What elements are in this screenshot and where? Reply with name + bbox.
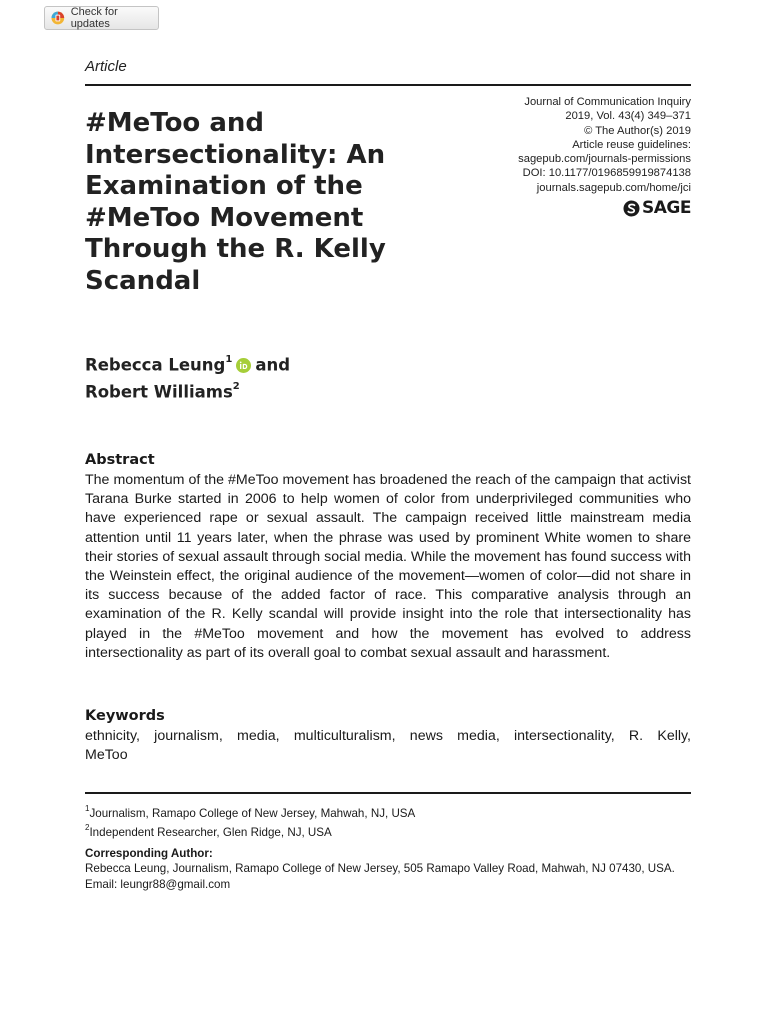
title-line: #MeToo Movement bbox=[85, 202, 364, 233]
author-line-2 bbox=[85, 377, 290, 404]
affiliation-mark: 2 bbox=[85, 823, 90, 833]
crossmark-icon bbox=[51, 11, 65, 25]
affiliation-2 bbox=[85, 821, 691, 840]
reuse-guidelines-link[interactable]: sagepub.com/journals-permissions bbox=[518, 153, 691, 166]
keywords-heading: Keywords bbox=[85, 708, 165, 724]
journal-homepage-link[interactable]: journals.sagepub.com/home/jci bbox=[536, 181, 691, 194]
header-divider bbox=[85, 84, 691, 86]
affiliation-text: Journalism, Ramapo College of New Jersey, Mahwah, NJ, USA bbox=[89, 806, 416, 820]
keywords-list: ethnicity, journalism, media, multiculturalism, news media, intersectionality, R. Kelly, MeToo bbox=[85, 728, 691, 764]
sage-logo bbox=[623, 198, 691, 218]
journal-info bbox=[451, 95, 691, 195]
title-line: Intersectionality: An bbox=[85, 139, 386, 170]
journal-name: Journal of Communication Inquiry bbox=[524, 96, 691, 108]
corresponding-author-heading: Corresponding Author: bbox=[85, 847, 213, 861]
author-affiliation-mark: 1 bbox=[225, 354, 233, 365]
check-for-updates-button[interactable] bbox=[44, 6, 159, 30]
sage-s-mark-icon bbox=[623, 200, 640, 217]
corresponding-author-email[interactable]: Email: leungr88@gmail.com bbox=[85, 877, 231, 891]
author-name: Rebecca Leung bbox=[85, 355, 226, 375]
abstract-body: The momentum of the #MeToo movement has broadened the reach of the campaign that activist Tarana Burke started in 2006 to help women of color from underprivileged communities who have experienced rape or sexual assault. The campaign received little mainstream media attention until 11 years later, when the phrase was used by prominent White women to share their stories of sexual assault through social media. While the movement has found success with the Weinstein effect, the original audience of the movement—women of color—did not share in its success because of the added factor of race. This comparative analysis through an examination of the R. Kelly scandal will provide insight into the role that intersectionality has played in the #MeToo movement and how the movement has evolved to address intersectionality as part of its overall goal to combat sexual assault and harassment. bbox=[85, 472, 691, 661]
doi-link[interactable]: DOI: 10.1177/0196859919874138 bbox=[522, 167, 691, 180]
article-type-label: Article bbox=[85, 58, 127, 75]
reuse-guidelines-label: Article reuse guidelines: bbox=[572, 138, 691, 151]
author-affiliation-mark: 2 bbox=[232, 380, 240, 392]
journal-volume: 2019, Vol. 43(4) 349–371 bbox=[565, 110, 691, 123]
affiliation-mark: 1 bbox=[85, 804, 90, 813]
title-line: Scandal bbox=[85, 265, 201, 296]
footnotes bbox=[85, 802, 691, 892]
article-title bbox=[85, 108, 435, 297]
footnote-divider bbox=[85, 792, 691, 794]
journal-copyright: © The Author(s) 2019 bbox=[584, 124, 691, 137]
title-line: Through the R. Kelly bbox=[85, 234, 386, 264]
affiliation-text: Independent Researcher, Glen Ridge, NJ, USA bbox=[89, 825, 332, 839]
check-for-updates-label: Check for updates bbox=[70, 6, 118, 30]
affiliation-1 bbox=[85, 802, 691, 821]
abstract-heading: Abstract bbox=[85, 452, 155, 468]
author-list bbox=[85, 350, 290, 403]
orcid-icon[interactable] bbox=[236, 358, 251, 373]
author-joiner: and bbox=[255, 355, 291, 375]
author-line-1 bbox=[85, 350, 290, 377]
corresponding-author-address: Rebecca Leung, Journalism, Ramapo College of New Jersey, 505 Ramapo Valley Road, Mahwah, NJ 07430, USA. bbox=[85, 862, 675, 876]
author-name: Robert Williams bbox=[85, 382, 233, 401]
sage-logo-text: SAGE bbox=[642, 198, 691, 218]
title-line: #MeToo and bbox=[85, 108, 265, 138]
title-line: Examination of the bbox=[85, 171, 363, 201]
